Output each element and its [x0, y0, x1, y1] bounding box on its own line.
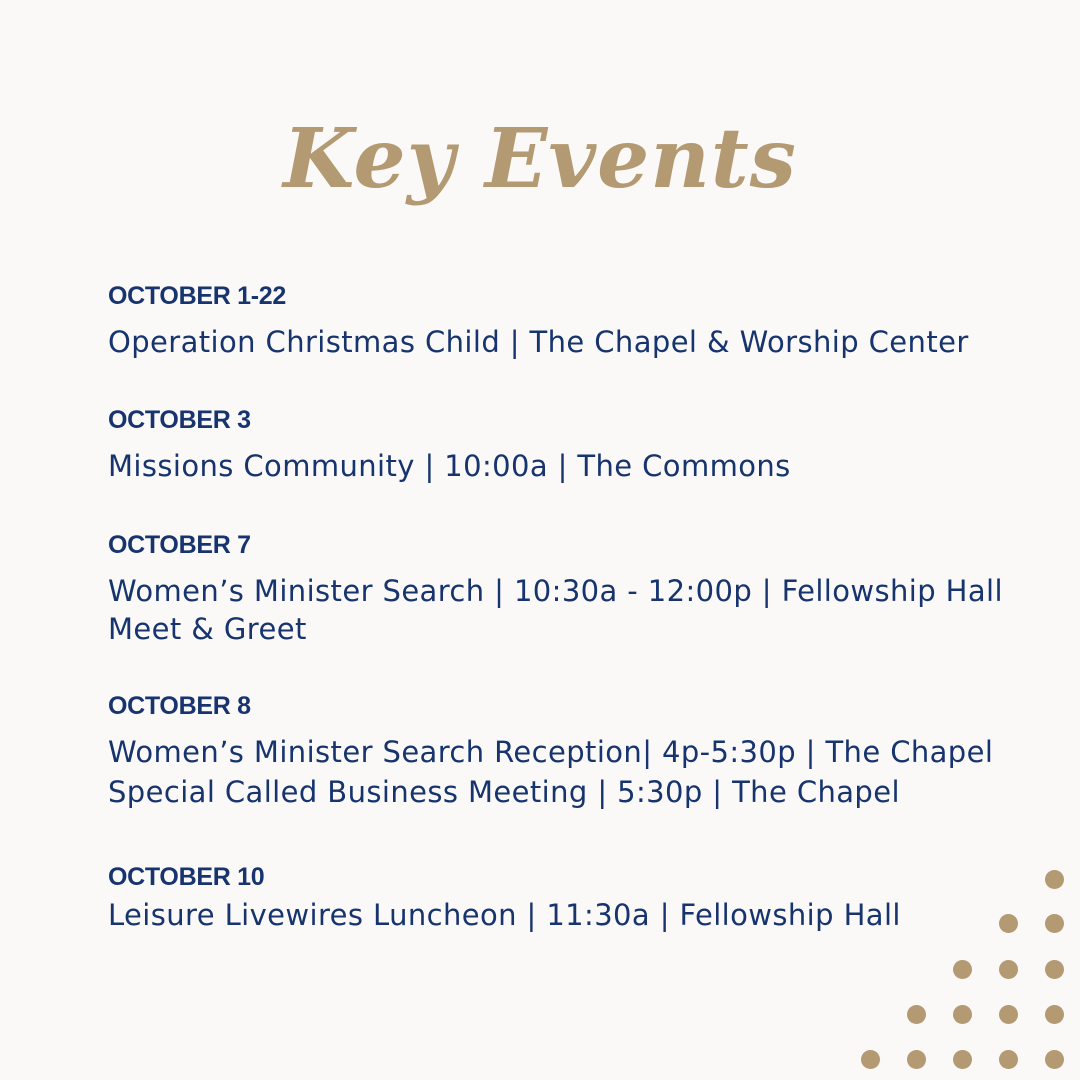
dot [1045, 1050, 1064, 1069]
event-detail: Women’s Minister Search Reception| 4p-5:30p | The Chapel [108, 735, 994, 769]
dot [1045, 960, 1064, 979]
event-date: OCTOBER 10 [108, 863, 265, 891]
event-detail: Meet & Greet [108, 612, 307, 646]
dot [999, 1050, 1018, 1069]
event-october-8 [108, 692, 993, 809]
event-detail: Special Called Business Meeting | 5:30p | The Chapel [108, 775, 900, 809]
dot [999, 914, 1018, 933]
dot [861, 1050, 880, 1069]
event-detail: Leisure Livewires Luncheon | 11:30a | Fellowship Hall [108, 898, 901, 932]
event-october-1-22 [108, 282, 969, 359]
event-detail: Women’s Minister Search | 10:30a - 12:00p | Fellowship Hall [108, 574, 1003, 608]
dot [999, 960, 1018, 979]
event-detail: Missions Community | 10:00a | The Commons [108, 449, 791, 483]
event-detail: Operation Christmas Child | The Chapel & Worship Center [108, 325, 969, 359]
event-october-7 [108, 531, 1003, 646]
dot [1045, 914, 1064, 933]
dot [1045, 1005, 1064, 1024]
dot [953, 1050, 972, 1069]
event-date: OCTOBER 3 [108, 406, 251, 434]
dot [999, 1005, 1018, 1024]
event-october-3 [108, 406, 791, 483]
dot [953, 960, 972, 979]
page-title: Key Events [283, 111, 797, 207]
dot [907, 1005, 926, 1024]
event-date: OCTOBER 1-22 [108, 282, 286, 310]
event-date: OCTOBER 7 [108, 531, 251, 559]
dot [953, 1005, 972, 1024]
event-date: OCTOBER 8 [108, 692, 251, 720]
dot [907, 1050, 926, 1069]
event-october-10 [108, 863, 901, 932]
dot [1045, 870, 1064, 889]
